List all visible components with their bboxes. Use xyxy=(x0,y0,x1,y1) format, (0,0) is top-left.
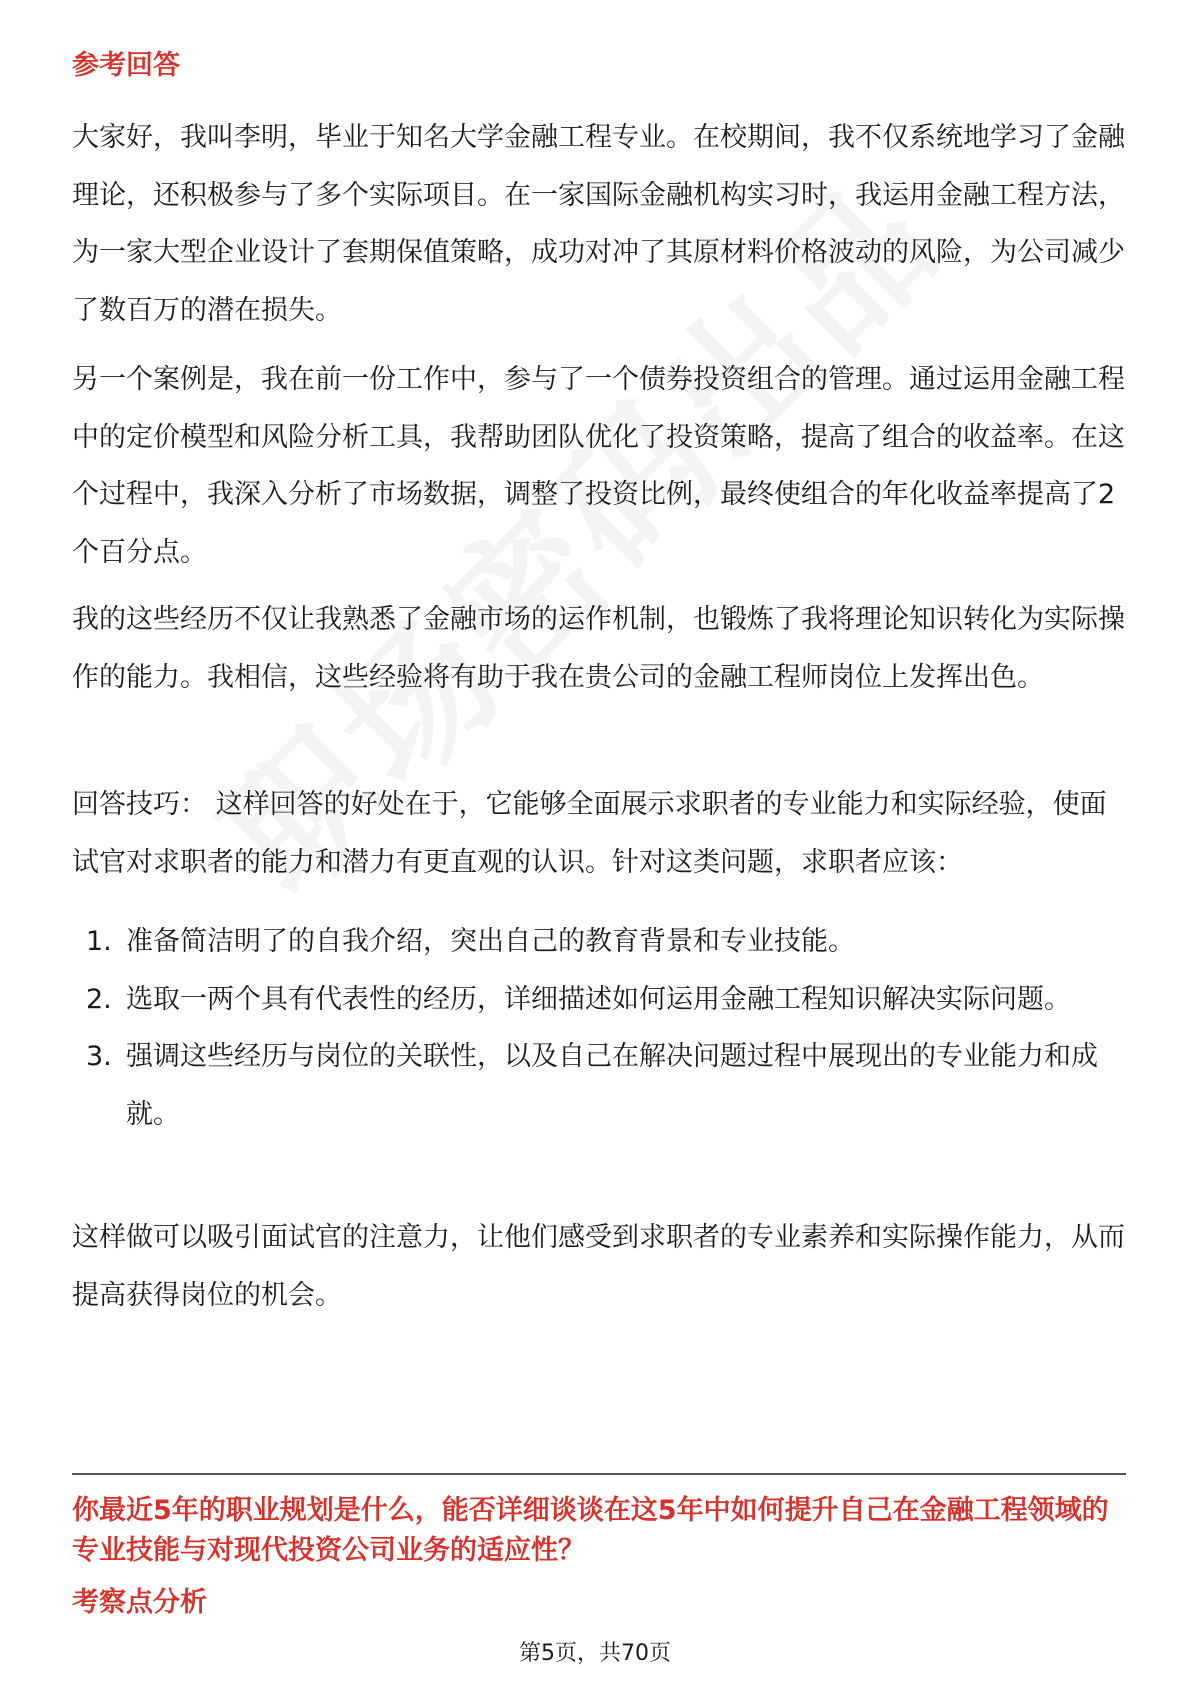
answer-paragraph-3: 我的这些经历不仅让我熟悉了金融市场的运作机制，也锻炼了我将理论知识转化为实际操作的能力。我相信，这些经验将有助于我在贵公司的金融工程师岗位上发挥出色。 xyxy=(72,604,1125,693)
section-divider xyxy=(72,1473,1126,1475)
answer-paragraph-1: 大家好，我叫李明，毕业于知名大学金融工程专业。在校期间，我不仅系统地学习了金融理论，还积极参与了多个实际项目。在一家国际金融机构实习时，我运用金融工程方法，为一家大型企业设计了套期保值策略，成功对冲了其原材料价格波动的风险，为公司减少了数百万的潜在损失。 xyxy=(72,122,1125,326)
tip-number: 2. xyxy=(86,983,112,1015)
conclusion-paragraph: 这样做可以吸引面试官的注意力，让他们感受到求职者的专业素养和实际操作能力，从而提高获得岗位的机会。 xyxy=(72,1222,1125,1311)
tip-item-1 xyxy=(72,913,1126,971)
answer-tips-intro: 回答技巧： 这样回答的好处在于，它能够全面展示求职者的专业能力和实际经验，使面试官对求职者的能力和潜力有更直观的认识。针对这类问题，求职者应该： xyxy=(72,789,1107,878)
page-indicator: 第5页，共70页 xyxy=(519,1641,671,1666)
tip-text: 选取一两个具有代表性的经历，详细描述如何运用金融工程知识解决实际问题。 xyxy=(126,983,1071,1015)
assessment-analysis-heading: 考察点分析 xyxy=(72,1587,207,1618)
tips-list xyxy=(72,913,1126,1143)
tip-number: 1. xyxy=(86,926,112,957)
tip-item-3 xyxy=(72,1028,1126,1143)
next-question-heading: 你最近5年的职业规划是什么，能否详细谈谈在这5年中如何提升自己在金融工程领域的专业技能与对现代投资公司业务的适应性？ xyxy=(72,1495,1109,1566)
tip-text: 强调这些经历与岗位的关联性，以及自己在解决问题过程中展现出的专业能力和成就。 xyxy=(126,1041,1098,1130)
tip-item-2 xyxy=(72,971,1126,1029)
answer-paragraph-2: 另一个案例是，我在前一份工作中，参与了一个债券投资组合的管理。通过运用金融工程中的定价模型和风险分析工具，我帮助团队优化了投资策略，提高了组合的收益率。在这个过程中，我深入分析了市场数据，调整了投资比例，最终使组合的年化收益率提高了2个百分点。 xyxy=(72,364,1125,568)
reference-answer-heading: 参考回答 xyxy=(72,50,180,81)
tip-text: 准备简洁明了的自我介绍，突出自己的教育背景和专业技能。 xyxy=(126,926,855,957)
tip-number: 3. xyxy=(86,1041,112,1072)
